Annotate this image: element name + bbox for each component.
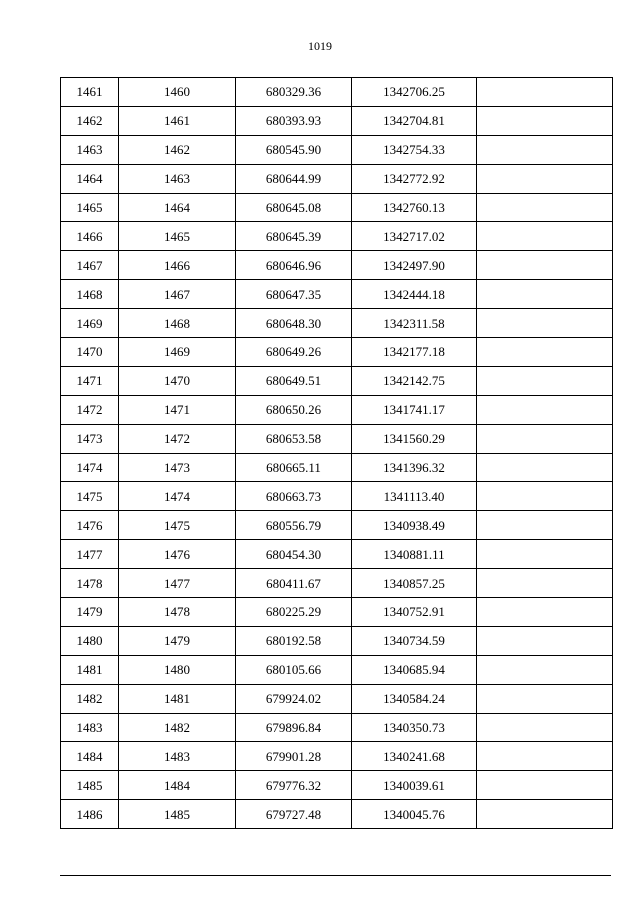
table-row	[61, 569, 613, 598]
previous-point-cell: 1462	[119, 135, 236, 164]
table-row	[61, 771, 613, 800]
x-coordinate-cell: 679901.28	[236, 742, 352, 771]
point-number-cell: 1481	[61, 655, 119, 684]
x-coordinate-cell: 680225.29	[236, 598, 352, 627]
y-coordinate-cell: 1340752.91	[352, 598, 477, 627]
previous-point-cell: 1460	[119, 78, 236, 107]
notes-cell	[477, 453, 613, 482]
y-coordinate-cell: 1342706.25	[352, 78, 477, 107]
notes-cell	[477, 655, 613, 684]
table-row	[61, 366, 613, 395]
notes-cell	[477, 771, 613, 800]
x-coordinate-cell: 680644.99	[236, 164, 352, 193]
previous-point-cell: 1469	[119, 338, 236, 367]
notes-cell	[477, 135, 613, 164]
notes-cell	[477, 251, 613, 280]
y-coordinate-cell: 1340045.76	[352, 800, 477, 829]
notes-cell	[477, 366, 613, 395]
previous-point-cell: 1482	[119, 713, 236, 742]
y-coordinate-cell: 1342704.81	[352, 106, 477, 135]
x-coordinate-cell: 680556.79	[236, 511, 352, 540]
previous-point-cell: 1464	[119, 193, 236, 222]
point-number-cell: 1465	[61, 193, 119, 222]
y-coordinate-cell: 1342311.58	[352, 309, 477, 338]
y-coordinate-cell: 1342717.02	[352, 222, 477, 251]
x-coordinate-cell: 680645.39	[236, 222, 352, 251]
x-coordinate-cell: 679776.32	[236, 771, 352, 800]
point-number-cell: 1462	[61, 106, 119, 135]
table-row	[61, 338, 613, 367]
x-coordinate-cell: 680646.96	[236, 251, 352, 280]
y-coordinate-cell: 1340857.25	[352, 569, 477, 598]
y-coordinate-cell: 1341560.29	[352, 424, 477, 453]
point-number-cell: 1471	[61, 366, 119, 395]
notes-cell	[477, 78, 613, 107]
y-coordinate-cell: 1340685.94	[352, 655, 477, 684]
table-row	[61, 511, 613, 540]
x-coordinate-cell: 680648.30	[236, 309, 352, 338]
point-number-cell: 1485	[61, 771, 119, 800]
table-row	[61, 395, 613, 424]
previous-point-cell: 1471	[119, 395, 236, 424]
y-coordinate-cell: 1341396.32	[352, 453, 477, 482]
table-row	[61, 626, 613, 655]
notes-cell	[477, 338, 613, 367]
table-row	[61, 164, 613, 193]
previous-point-cell: 1475	[119, 511, 236, 540]
point-number-cell: 1484	[61, 742, 119, 771]
table-row	[61, 655, 613, 684]
previous-point-cell: 1472	[119, 424, 236, 453]
table-row	[61, 251, 613, 280]
point-number-cell: 1466	[61, 222, 119, 251]
x-coordinate-cell: 680650.26	[236, 395, 352, 424]
notes-cell	[477, 106, 613, 135]
table-row	[61, 453, 613, 482]
x-coordinate-cell: 680653.58	[236, 424, 352, 453]
y-coordinate-cell: 1340241.68	[352, 742, 477, 771]
notes-cell	[477, 569, 613, 598]
point-number-cell: 1461	[61, 78, 119, 107]
coordinates-table-body	[61, 78, 613, 829]
notes-cell	[477, 540, 613, 569]
notes-cell	[477, 684, 613, 713]
previous-point-cell: 1479	[119, 626, 236, 655]
notes-cell	[477, 222, 613, 251]
previous-point-cell: 1481	[119, 684, 236, 713]
y-coordinate-cell: 1342497.90	[352, 251, 477, 280]
x-coordinate-cell: 680649.51	[236, 366, 352, 395]
x-coordinate-cell: 680393.93	[236, 106, 352, 135]
previous-point-cell: 1485	[119, 800, 236, 829]
y-coordinate-cell: 1340584.24	[352, 684, 477, 713]
point-number-cell: 1479	[61, 598, 119, 627]
x-coordinate-cell: 680454.30	[236, 540, 352, 569]
y-coordinate-cell: 1340350.73	[352, 713, 477, 742]
previous-point-cell: 1465	[119, 222, 236, 251]
footer-rule	[60, 875, 611, 876]
x-coordinate-cell: 680665.11	[236, 453, 352, 482]
notes-cell	[477, 742, 613, 771]
point-number-cell: 1464	[61, 164, 119, 193]
point-number-cell: 1480	[61, 626, 119, 655]
previous-point-cell: 1483	[119, 742, 236, 771]
y-coordinate-cell: 1342772.92	[352, 164, 477, 193]
previous-point-cell: 1477	[119, 569, 236, 598]
point-number-cell: 1469	[61, 309, 119, 338]
x-coordinate-cell: 680647.35	[236, 280, 352, 309]
previous-point-cell: 1461	[119, 106, 236, 135]
point-number-cell: 1468	[61, 280, 119, 309]
notes-cell	[477, 713, 613, 742]
x-coordinate-cell: 680663.73	[236, 482, 352, 511]
point-number-cell: 1478	[61, 569, 119, 598]
x-coordinate-cell: 680105.66	[236, 655, 352, 684]
notes-cell	[477, 193, 613, 222]
table-row	[61, 193, 613, 222]
y-coordinate-cell: 1342177.18	[352, 338, 477, 367]
point-number-cell: 1463	[61, 135, 119, 164]
table-row	[61, 106, 613, 135]
table-row	[61, 424, 613, 453]
x-coordinate-cell: 680329.36	[236, 78, 352, 107]
notes-cell	[477, 800, 613, 829]
previous-point-cell: 1468	[119, 309, 236, 338]
x-coordinate-cell: 679896.84	[236, 713, 352, 742]
point-number-cell: 1474	[61, 453, 119, 482]
point-number-cell: 1470	[61, 338, 119, 367]
x-coordinate-cell: 679727.48	[236, 800, 352, 829]
y-coordinate-cell: 1341113.40	[352, 482, 477, 511]
y-coordinate-cell: 1340734.59	[352, 626, 477, 655]
y-coordinate-cell: 1341741.17	[352, 395, 477, 424]
previous-point-cell: 1467	[119, 280, 236, 309]
table-row	[61, 713, 613, 742]
previous-point-cell: 1478	[119, 598, 236, 627]
point-number-cell: 1475	[61, 482, 119, 511]
x-coordinate-cell: 680192.58	[236, 626, 352, 655]
y-coordinate-cell: 1342754.33	[352, 135, 477, 164]
notes-cell	[477, 280, 613, 309]
table-row	[61, 540, 613, 569]
table-row	[61, 280, 613, 309]
notes-cell	[477, 482, 613, 511]
table-row	[61, 684, 613, 713]
x-coordinate-cell: 680545.90	[236, 135, 352, 164]
table-row	[61, 222, 613, 251]
table-row	[61, 482, 613, 511]
notes-cell	[477, 598, 613, 627]
y-coordinate-cell: 1340938.49	[352, 511, 477, 540]
previous-point-cell: 1466	[119, 251, 236, 280]
x-coordinate-cell: 680649.26	[236, 338, 352, 367]
previous-point-cell: 1476	[119, 540, 236, 569]
previous-point-cell: 1484	[119, 771, 236, 800]
table-row	[61, 742, 613, 771]
notes-cell	[477, 395, 613, 424]
previous-point-cell: 1474	[119, 482, 236, 511]
point-number-cell: 1467	[61, 251, 119, 280]
previous-point-cell: 1473	[119, 453, 236, 482]
x-coordinate-cell: 680645.08	[236, 193, 352, 222]
point-number-cell: 1477	[61, 540, 119, 569]
notes-cell	[477, 424, 613, 453]
y-coordinate-cell: 1342142.75	[352, 366, 477, 395]
page-number: 1019	[308, 39, 332, 53]
y-coordinate-cell: 1342760.13	[352, 193, 477, 222]
table-row	[61, 598, 613, 627]
table-row	[61, 135, 613, 164]
notes-cell	[477, 309, 613, 338]
x-coordinate-cell: 680411.67	[236, 569, 352, 598]
previous-point-cell: 1463	[119, 164, 236, 193]
y-coordinate-cell: 1342444.18	[352, 280, 477, 309]
notes-cell	[477, 164, 613, 193]
point-number-cell: 1476	[61, 511, 119, 540]
table-row	[61, 309, 613, 338]
coordinates-table	[60, 77, 613, 829]
point-number-cell: 1473	[61, 424, 119, 453]
point-number-cell: 1486	[61, 800, 119, 829]
notes-cell	[477, 511, 613, 540]
point-number-cell: 1483	[61, 713, 119, 742]
table-row	[61, 800, 613, 829]
point-number-cell: 1482	[61, 684, 119, 713]
notes-cell	[477, 626, 613, 655]
table-row	[61, 78, 613, 107]
previous-point-cell: 1470	[119, 366, 236, 395]
previous-point-cell: 1480	[119, 655, 236, 684]
point-number-cell: 1472	[61, 395, 119, 424]
y-coordinate-cell: 1340881.11	[352, 540, 477, 569]
y-coordinate-cell: 1340039.61	[352, 771, 477, 800]
x-coordinate-cell: 679924.02	[236, 684, 352, 713]
